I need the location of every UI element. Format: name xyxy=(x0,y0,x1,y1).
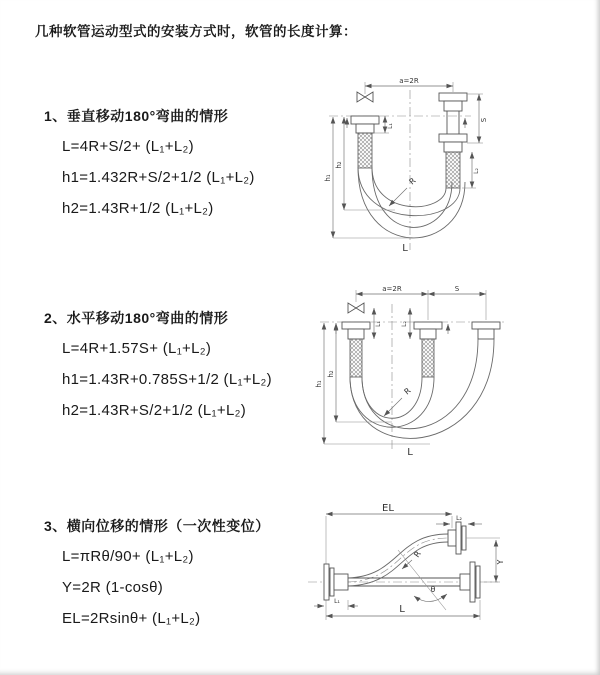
diagram-horizontal-180-bend xyxy=(310,282,550,467)
dim-label-r: R xyxy=(412,549,423,560)
dim-label-el: EL xyxy=(382,503,394,514)
hose-centerline xyxy=(348,538,448,582)
radius-arrow xyxy=(384,398,402,416)
section-1-formula-h1: h1=1.432R+S/2+1/2 (L₁+L₂) xyxy=(62,169,255,186)
section-3-formula-L: L=πRθ/90+ (L₁+L₂) xyxy=(62,548,194,565)
braided-hose-section xyxy=(358,133,372,168)
left-pipe-end xyxy=(342,322,370,377)
section-2-formula-L: L=4R+1.57S+ (L₁+L₂) xyxy=(62,340,212,357)
vertical-180-bend-drawing xyxy=(315,70,530,255)
dim-label-s: S xyxy=(480,117,488,123)
angle-reference-line xyxy=(398,550,446,610)
valve-icon xyxy=(348,303,364,313)
dim-label-y: Y xyxy=(496,559,505,565)
dim-label-l1: L₁ xyxy=(375,321,382,327)
dim-label-span: a=2R xyxy=(382,285,402,293)
right-pipe-end xyxy=(439,93,467,188)
right-pipe-end xyxy=(472,322,500,339)
dim-label-h1: h₁ xyxy=(324,174,332,182)
section-2-heading: 2、水平移动180°弯曲的情形 xyxy=(44,310,229,326)
diagram-lateral-displacement xyxy=(300,498,600,648)
dim-label-h1: h₁ xyxy=(315,380,323,388)
radius-arrow xyxy=(389,188,407,206)
braided-hose-section xyxy=(422,339,434,377)
lateral-displacement-drawing xyxy=(300,498,600,648)
braided-hose-section xyxy=(446,152,460,188)
angle-arc xyxy=(414,594,447,602)
left-flange xyxy=(324,564,348,600)
horizontal-180-bend-drawing xyxy=(310,282,550,467)
dim-label-theta: θ xyxy=(430,585,436,594)
dim-label-s: S xyxy=(454,285,460,293)
section-3-formula-Y: Y=2R (1-cosθ) xyxy=(62,579,164,596)
dim-label-l2: L₂ xyxy=(456,515,462,522)
dim-label-l2: L₂ xyxy=(473,168,480,174)
section-3-heading: 3、横向位移的情形（一次性变位） xyxy=(44,518,270,534)
dim-label-l1: L₁ xyxy=(387,123,394,129)
dim-label-r: R xyxy=(407,176,418,187)
dim-label-span: a=2R xyxy=(399,77,419,85)
left-pipe-end xyxy=(351,116,379,168)
section-1-formula-L: L=4R+S/2+ (L₁+L₂) xyxy=(62,138,194,155)
braided-hose-section xyxy=(350,339,362,377)
dim-label-length: L xyxy=(402,243,408,254)
section-1-formula-h2: h2=1.43R+1/2 (L₁+L₂) xyxy=(62,200,214,217)
section-3-formula-EL: EL=2Rsinθ+ (L₁+L₂) xyxy=(62,610,201,627)
diagram-vertical-180-bend xyxy=(315,70,530,255)
dim-label-length: L xyxy=(399,604,405,615)
dim-label-r: R xyxy=(402,386,413,397)
section-2-formula-h2: h2=1.43R+S/2+1/2 (L₁+L₂) xyxy=(62,402,247,419)
dim-label-l2: L₂ xyxy=(401,321,408,327)
s-curve-hose xyxy=(348,522,466,586)
section-1-heading: 1、垂直移动180°弯曲的情形 xyxy=(44,108,229,124)
dim-label-h2: h₂ xyxy=(327,370,335,378)
dim-label-length: L xyxy=(407,447,413,458)
dim-label-h2: h₂ xyxy=(335,161,343,169)
dim-label-l1: L₁ xyxy=(334,598,340,605)
middle-pipe-end xyxy=(414,322,442,377)
section-2-formula-h1: h1=1.43R+0.785S+1/2 (L₁+L₂) xyxy=(62,371,272,388)
page-title: 几种软管运动型式的安装方式时，软管的长度计算： xyxy=(35,24,357,39)
